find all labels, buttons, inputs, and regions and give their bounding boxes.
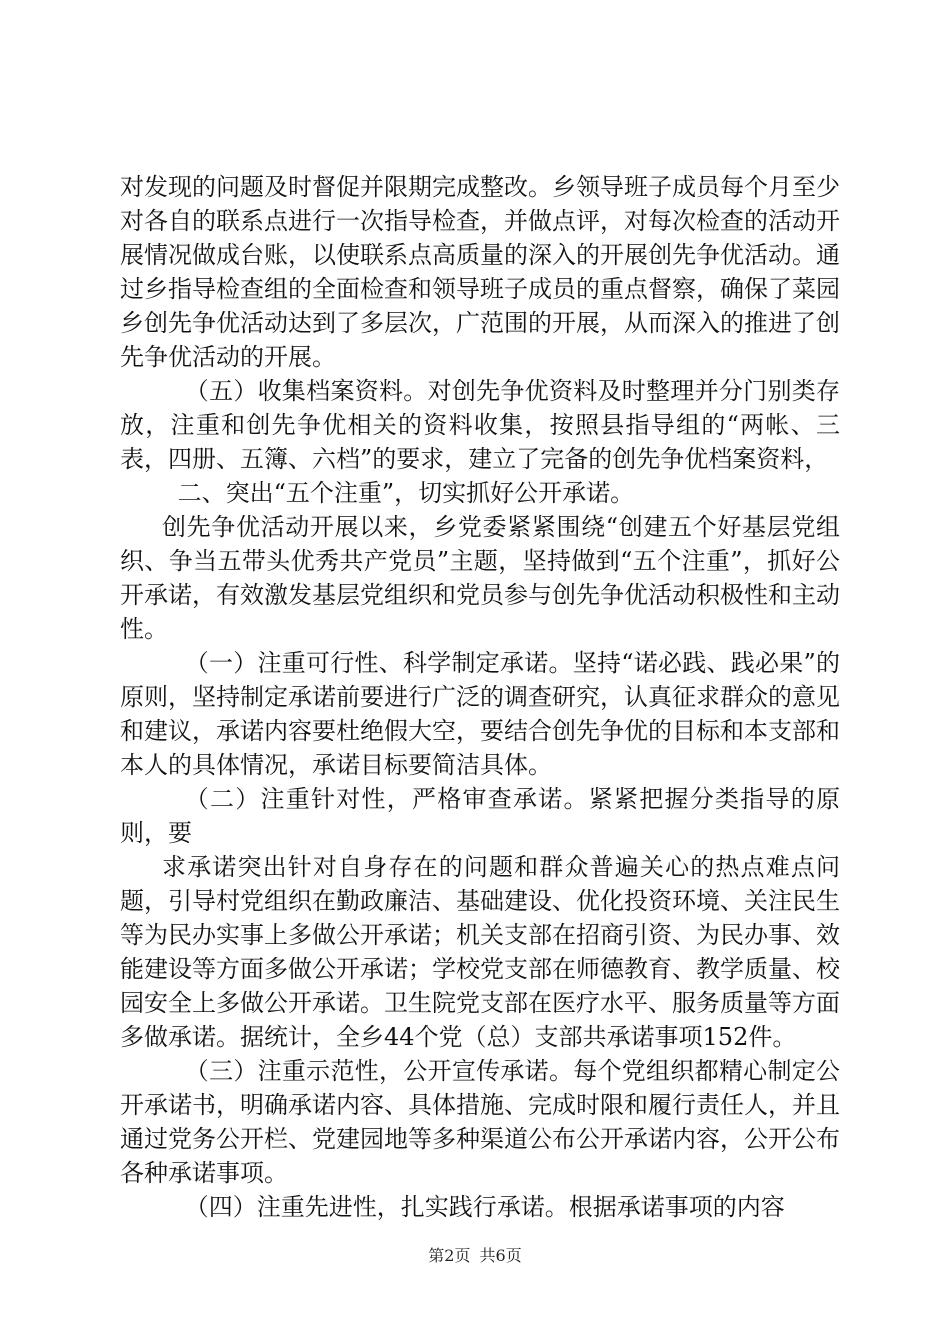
paragraph-2: （五）收集档案资料。对创先争优资料及时整理并分门别类存放，注重和创先争优相关的资料收集，按照县指导组的“两帐、三表，四册、五簿、六档”的要求，建立了完备的创先争优档案资料，	[120, 377, 840, 473]
section-heading-2: 二、突出“五个注重”，切实抓好公开承诺。	[177, 479, 635, 507]
paragraph-8: （四）注重先进性，扎实践行承诺。根据承诺事项的内容	[184, 1193, 785, 1221]
paragraph-7: （三）注重示范性，公开宣传承诺。每个党组织都精心制定公开承诺书，明确承诺内容、具体措施、完成时限和履行责任人，并且通过党务公开栏、党建园地等多种渠道公布公开承诺内容，公开公布各种承诺事项。	[120, 1057, 840, 1187]
paragraph-3: 创先争优活动开展以来，乡党委紧紧围绕“创建五个好基层党组织、争当五带头优秀共产党员”主题，坚持做到“五个注重”，抓好公开承诺，有效激发基层党组织和党员参与创先争优活动积极性和主动性。	[120, 513, 840, 643]
paragraph-6: 求承诺突出针对自身存在的问题和群众普遍关心的热点难点问题，引导村党组织在勤政廉洁、基础建设、优化投资环境、关注民生等为民办实事上多做公开承诺；机关支部在招商引资、为民办事、效能建设等方面多做公开承诺；学校党支部在师德教育、教学质量、校园安全上多做公开承诺。卫生院党支部在医疗水平、服务质量等方面多做承诺。据统计，全乡44个党（总）支部共承诺事项152件。	[120, 853, 840, 1051]
document-body	[120, 170, 840, 1224]
paragraph-1: 对发现的问题及时督促并限期完成整改。乡领导班子成员每个月至少对各自的联系点进行一次指导检查，并做点评，对每次检查的活动开展情况做成台账，以使联系点高质量的深入的开展创先争优活动。通过乡指导检查组的全面检查和领导班子成员的重点督察，确保了菜园乡创先争优活动达到了多层次，广范围的开展，从而深入的推进了创先争优活动的开展。	[120, 173, 840, 371]
paragraph-5: （二）注重针对性，严格审查承诺。紧紧把握分类指导的原则，要	[120, 785, 840, 847]
page-total: 共6页	[479, 1246, 522, 1265]
page-number: 第2页	[428, 1246, 471, 1265]
page-footer	[0, 1246, 950, 1266]
paragraph-4: （一）注重可行性、科学制定承诺。坚持“诺必践、践必果”的原则，坚持制定承诺前要进行广泛的调查研究，认真征求群众的意见和建议，承诺内容要杜绝假大空，要结合创先争优的目标和本支部和本人的具体情况，承诺目标要简洁具体。	[120, 649, 840, 779]
